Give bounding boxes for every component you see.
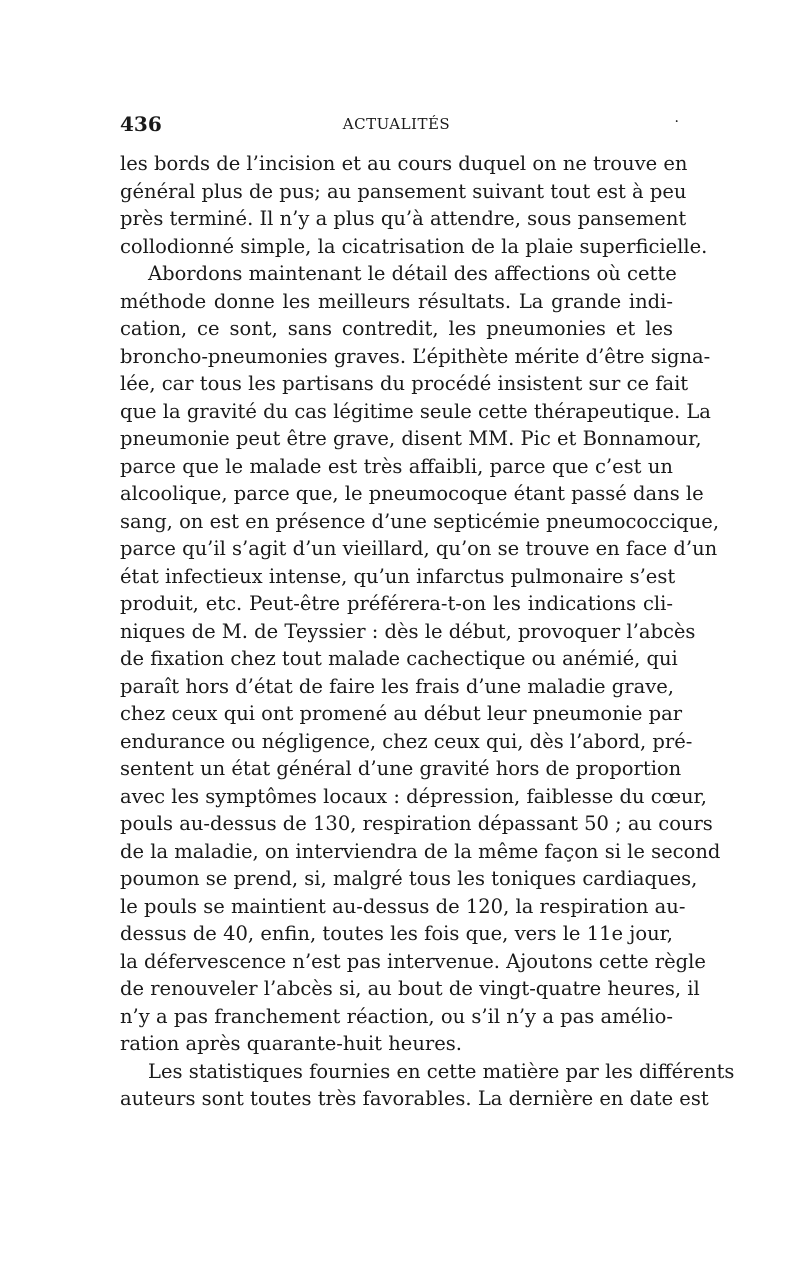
text-line: pouls au-dessus de 130, respiration dépassant 50 ; au cours: [120, 812, 713, 835]
text-line: broncho-pneumonies graves. L’épithète mérite d’être signa-: [120, 344, 711, 368]
text-line: que la gravité du cas légitime seule cette thérapeutique. La: [120, 399, 711, 423]
text-line: dessus de 40, enfin, toutes les fois que, vers le 11e jour,: [120, 922, 673, 945]
text-line: avec les symptômes locaux : dépression, faiblesse du cœur,: [120, 784, 707, 808]
text-line: sang, on est en présence d’une septicémie pneumococcique,: [120, 509, 720, 533]
text-line: parce qu’il s’agit d’un vieillard, qu’on se trouve en face d’un: [120, 537, 718, 560]
text-line: de la maladie, on interviendra de la même façon si le second: [120, 839, 721, 863]
page-header: [120, 112, 679, 142]
text-line: ration après quarante-huit heures.: [120, 1032, 462, 1055]
text-line: n’y a pas franchement réaction, ou s’il n’y a pas amélio-: [120, 1004, 673, 1028]
text-line: collodionné simple, la cicatrisation de la plaie superficielle.: [120, 234, 708, 258]
text-line: les bords de l’incision et au cours duquel on ne trouve en: [120, 152, 688, 175]
text-line: niques de M. de Teyssier : dès le début, provoquer l’abcès: [120, 619, 696, 643]
text-line: de renouveler l’abcès si, au bout de vingt-quatre heures, il: [120, 977, 700, 1000]
text-line: état infectieux intense, qu’un infarctus pulmonaire s’est: [120, 564, 676, 588]
text-line: près terminé. Il n’y a plus qu’à attendre, sous pansement: [120, 207, 687, 230]
text-line: lée, car tous les partisans du procédé insistent sur ce fait: [120, 372, 689, 395]
text-line: Les statistiques fournies en cette matière par les différents: [148, 1059, 735, 1083]
text-line: parce que le malade est très affaibli, parce que c’est un: [120, 454, 673, 478]
text-line: endurance ou négligence, chez ceux qui, dès l’abord, pré-: [120, 729, 693, 753]
text-line: Abordons maintenant le détail des affections où cette: [148, 262, 677, 285]
text-line: paraît hors d’état de faire les frais d’une maladie grave,: [120, 674, 674, 698]
header-mark: ·: [674, 114, 679, 130]
text-line: cation, ce sont, sans contredit, les pneumonies et les: [120, 317, 673, 340]
text-line: méthode donne les meilleurs résultats. La grande indi-: [120, 289, 673, 313]
body-text: [120, 150, 735, 1113]
text-line: auteurs sont toutes très favorables. La dernière en date est: [120, 1087, 709, 1110]
text-line: la défervescence n’est pas intervenue. Ajoutons cette règle: [120, 949, 706, 973]
text-line: général plus de pus; au pansement suivant tout est à peu: [120, 179, 687, 203]
text-line: pneumonie peut être grave, disent MM. Pic et Bonnamour,: [120, 427, 702, 450]
text-line: produit, etc. Peut-être préférera-t-on les indications cli-: [120, 592, 673, 615]
text-line: chez ceux qui ont promené au début leur pneumonie par: [120, 702, 683, 725]
page-number: 436: [120, 112, 162, 136]
text-line: le pouls se maintient au-dessus de 120, la respiration au-: [120, 894, 686, 918]
text-line: alcoolique, parce que, le pneumocoque étant passé dans le: [120, 482, 704, 505]
running-head: ACTUALITÉS: [342, 115, 451, 133]
text-line: poumon se prend, si, malgré tous les toniques cardiaques,: [120, 867, 698, 890]
text-line: sentent un état général d’une gravité hors de proportion: [120, 757, 682, 780]
text-line: de fixation chez tout malade cachectique ou anémié, qui: [120, 647, 678, 670]
